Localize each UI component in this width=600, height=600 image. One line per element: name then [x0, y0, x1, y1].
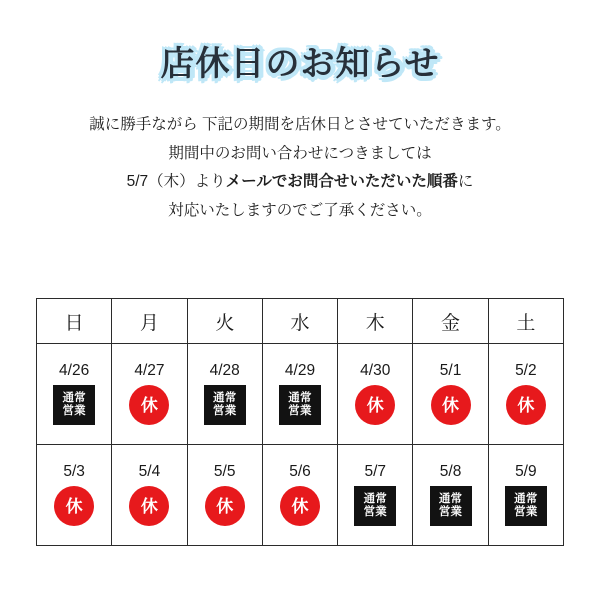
status-badge-open-line2: 営業: [288, 405, 312, 418]
calendar-body: [37, 344, 564, 546]
notice-line-3-prefix: 5/7（木）より: [126, 173, 226, 191]
status-badge-open: [430, 486, 472, 526]
calendar-cell: [262, 445, 337, 546]
calendar-cell-content: [37, 445, 111, 545]
status-badge-open-line1: 通常: [288, 391, 312, 404]
status-badge-open: [279, 385, 321, 425]
calendar-date-label: 4/29: [284, 361, 316, 379]
calendar-cell-content: [112, 344, 186, 444]
status-badge-closed: 休: [506, 385, 546, 425]
calendar-row: [37, 445, 564, 546]
page-title: 店休日のお知らせ: [160, 45, 440, 83]
calendar-cell-content: [188, 445, 262, 545]
calendar-date-label: 5/2: [515, 361, 537, 379]
status-badge-open-line2: 営業: [514, 506, 538, 519]
calendar-cell: [112, 344, 187, 445]
calendar-cell: [338, 445, 413, 546]
calendar-date-label: 5/5: [213, 462, 236, 480]
calendar-cell: [187, 344, 262, 445]
calendar-cell: [187, 445, 262, 546]
page-title-container: [0, 0, 600, 85]
calendar-cell-content: [37, 344, 111, 444]
calendar-date-label: 4/27: [134, 361, 165, 379]
notice-line-3-emphasis: メールでお問合せいただいた順番: [225, 173, 458, 191]
status-badge-open-line1: 通常: [363, 492, 387, 505]
status-badge-open: [505, 486, 547, 526]
notice-body: [0, 111, 600, 226]
calendar-cell: [262, 344, 337, 445]
weekday-header-wed: 水: [262, 299, 337, 344]
calendar-date-label: 5/4: [138, 462, 161, 480]
calendar-cell-content: [338, 344, 412, 444]
weekday-header-mon: 月: [112, 299, 187, 344]
calendar-cell: [37, 445, 112, 546]
status-badge-open-line1: 通常: [213, 391, 237, 404]
calendar-cell-content: [263, 344, 337, 444]
status-badge-open: [204, 385, 246, 425]
calendar-cell-content: [413, 445, 487, 545]
notice-line-2: 期間中のお問い合わせにつきましては: [168, 144, 432, 162]
calendar-cell: [488, 445, 563, 546]
weekday-header-sat: 土: [488, 299, 563, 344]
calendar-date-label: 4/26: [59, 361, 90, 379]
status-badge-closed: 休: [205, 486, 245, 526]
weekday-header-fri: 金: [413, 299, 488, 344]
status-badge-open-line2: 営業: [438, 506, 463, 519]
status-badge-closed: 休: [280, 486, 320, 526]
status-badge-closed: 休: [54, 486, 94, 526]
weekday-header-thu: 木: [338, 299, 413, 344]
calendar-cell-content: [489, 344, 563, 444]
notice-line-3: [0, 168, 600, 197]
calendar-cell-content: [413, 344, 487, 444]
calendar-date-label: 5/1: [439, 361, 462, 379]
closure-calendar: [36, 298, 564, 546]
calendar-cell: [338, 344, 413, 445]
calendar-cell: [413, 445, 488, 546]
status-badge-closed: 休: [355, 385, 395, 425]
calendar-cell-content: [188, 344, 262, 444]
calendar-date-label: 5/3: [63, 462, 85, 480]
notice-line-3-suffix: に: [457, 173, 474, 191]
calendar-date-label: 5/8: [439, 462, 462, 480]
calendar-date-label: 5/9: [515, 462, 537, 480]
calendar-date-label: 5/7: [364, 462, 387, 480]
status-badge-closed: 休: [129, 385, 169, 425]
notice-line-4: 対応いたしますのでご了承ください。: [168, 202, 432, 220]
calendar-cell: [37, 344, 112, 445]
calendar-cell: [112, 445, 187, 546]
calendar-table: [36, 298, 564, 546]
status-badge-open-line1: 通常: [62, 391, 86, 404]
status-badge-open-line1: 通常: [438, 492, 463, 505]
weekday-header-sun: 日: [37, 299, 112, 344]
calendar-head: [37, 299, 564, 344]
status-badge-open-line2: 営業: [213, 405, 237, 418]
calendar-date-label: 4/30: [360, 361, 391, 379]
status-badge-closed: 休: [431, 385, 471, 425]
status-badge-open-line2: 営業: [363, 506, 387, 519]
calendar-cell-content: [112, 445, 186, 545]
status-badge-open: [53, 385, 95, 425]
calendar-cell-content: [338, 445, 412, 545]
weekday-header-row: [37, 299, 564, 344]
calendar-cell: [488, 344, 563, 445]
status-badge-open-line1: 通常: [514, 492, 538, 505]
status-badge-open: [354, 486, 396, 526]
notice-line-1: 誠に勝手ながら 下記の期間を店休日とさせていただきます。: [89, 116, 511, 133]
status-badge-open-line2: 営業: [62, 405, 86, 418]
calendar-cell: [413, 344, 488, 445]
calendar-row: [37, 344, 564, 445]
calendar-date-label: 5/6: [289, 462, 311, 480]
calendar-date-label: 4/28: [209, 361, 240, 379]
status-badge-closed: 休: [129, 486, 169, 526]
calendar-cell-content: [489, 445, 563, 545]
weekday-header-tue: 火: [187, 299, 262, 344]
calendar-cell-content: [263, 445, 337, 545]
